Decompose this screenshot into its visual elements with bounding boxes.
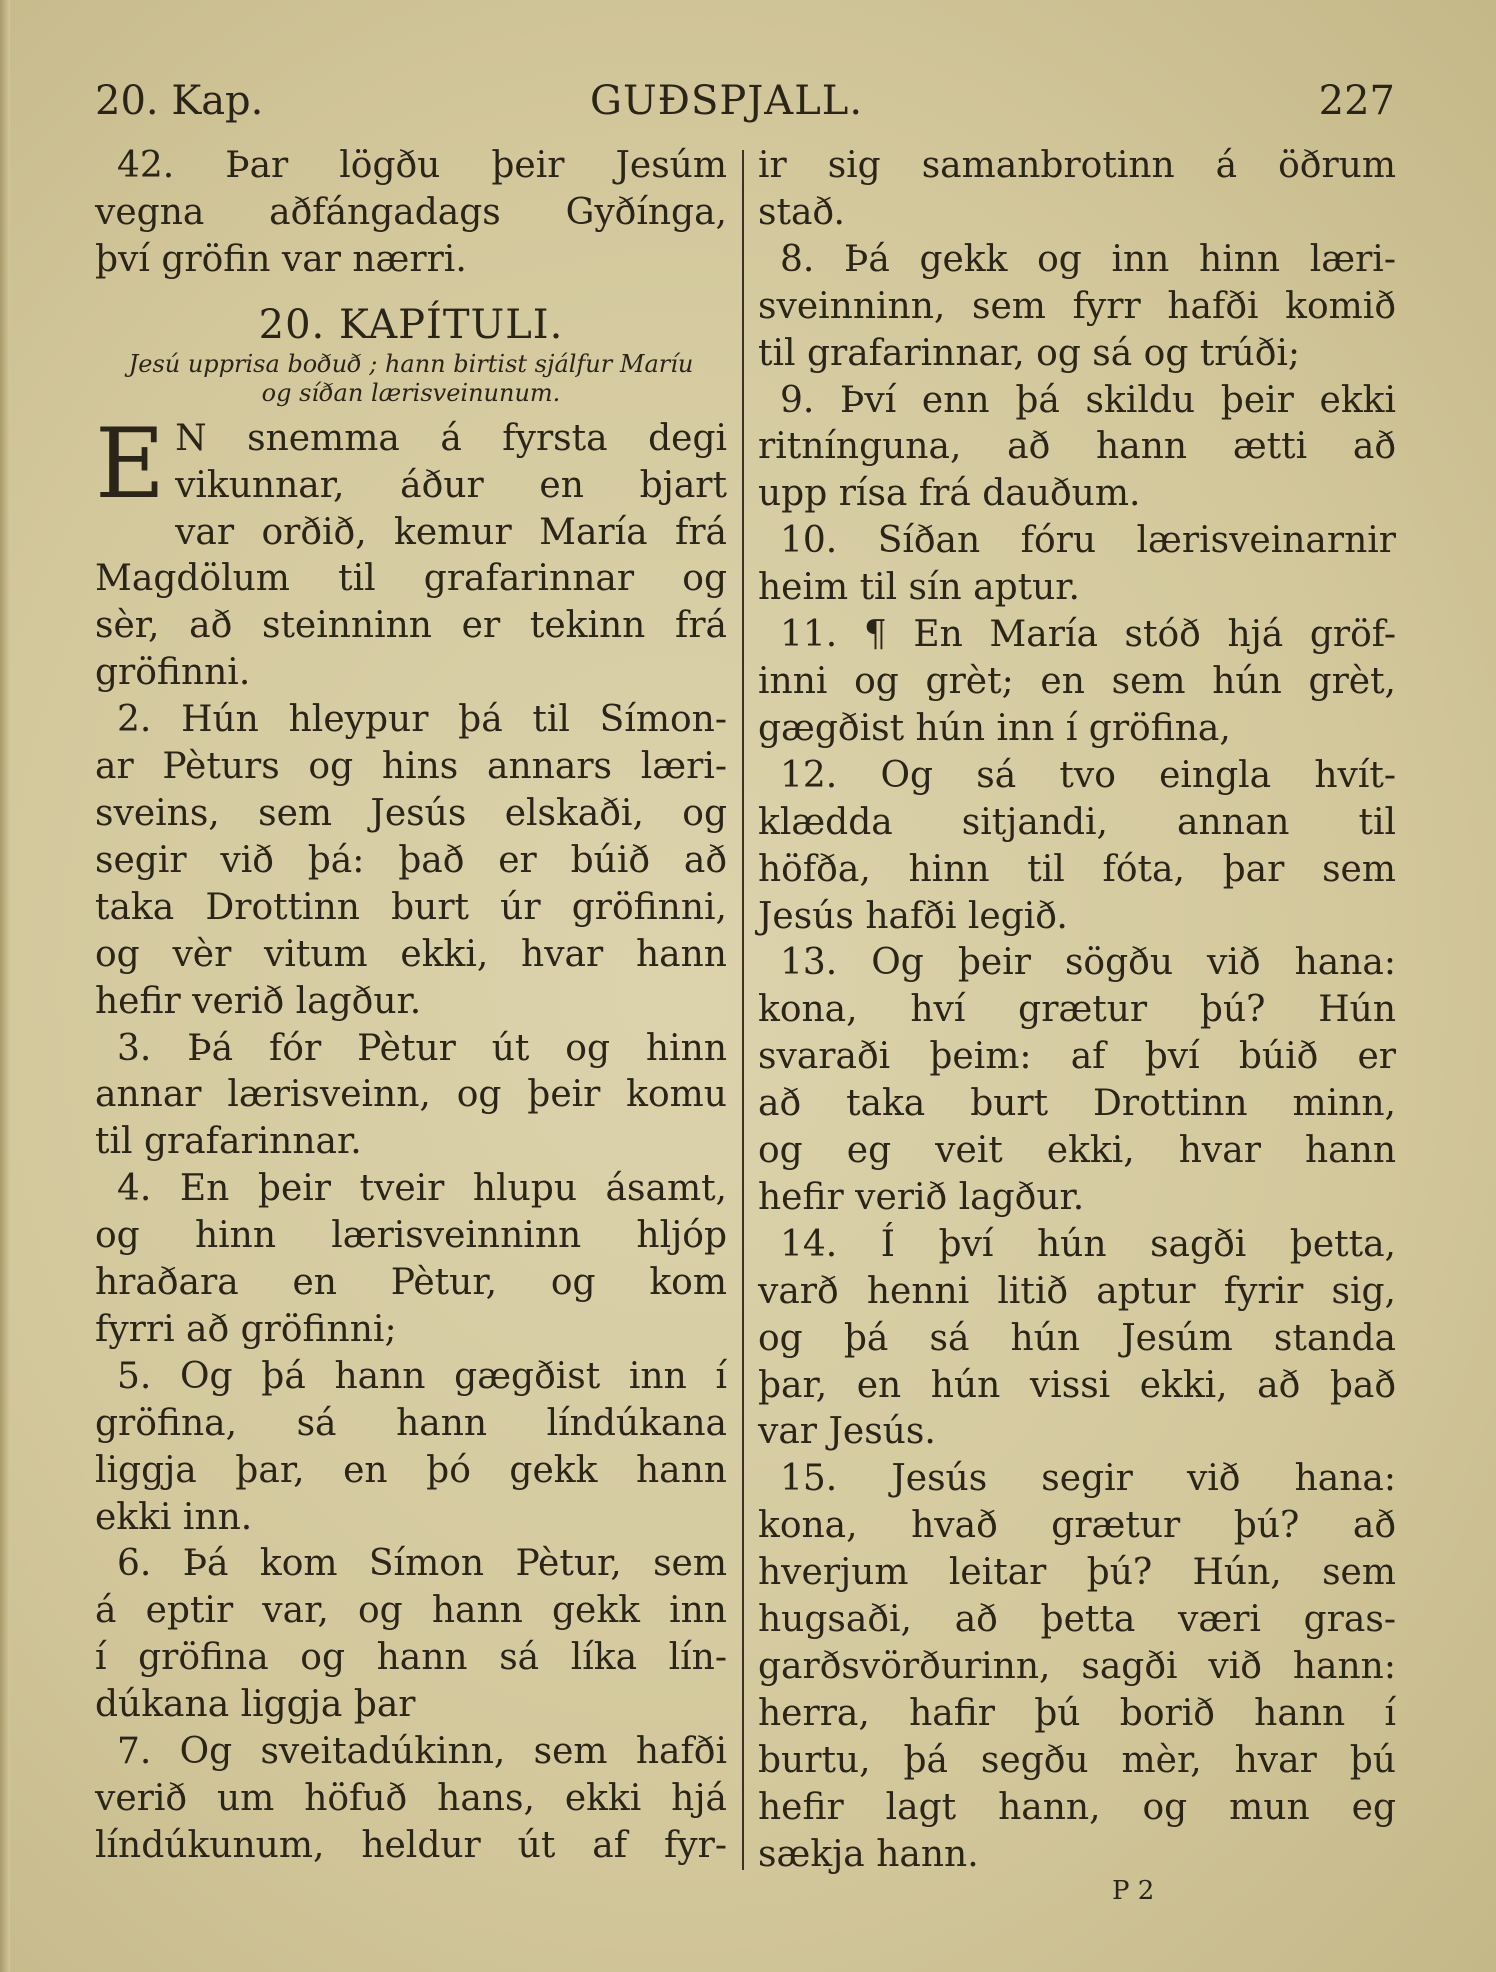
verse-4 <box>95 1166 727 1354</box>
column-divider <box>742 150 744 1870</box>
verse-5 <box>95 1354 727 1542</box>
text-line: og eg veit ekki, hvar hann <box>758 1130 1396 1172</box>
text-line: á eptir var, og hann gekk inn <box>95 1590 727 1632</box>
text-line: var orðið, kemur María frá <box>175 511 727 553</box>
text-line: vikunnar, áður en bjart <box>175 464 727 506</box>
text-line: Jesús hafði legið. <box>758 895 1068 937</box>
text-line: að taka burt Drottinn minn, <box>758 1083 1396 1125</box>
text-line: verið um höfuð hans, ekki hjá <box>95 1778 727 1819</box>
text-line: 10. Síðan fóru lærisveinarnir <box>780 520 1396 562</box>
text-line: upp rísa frá dauðum. <box>758 473 1141 515</box>
signature-mark: P 2 <box>1112 1876 1155 1906</box>
text-line: ritnínguna, að hann ætti að <box>758 426 1396 468</box>
verse-14 <box>758 1222 1396 1457</box>
left-column <box>95 143 727 1870</box>
text-line: var Jesús. <box>758 1411 936 1453</box>
text-line: ekki inn. <box>95 1496 253 1538</box>
text-line: sækja hann. <box>758 1833 979 1875</box>
text-line: þar, en hún vissi ekki, að það <box>758 1364 1396 1406</box>
text-line: hefir verið lagður. <box>758 1176 1085 1218</box>
text-line: 42. Þar lögðu þeir Jesúm <box>117 145 727 186</box>
text-line: inni og grèt; en sem hún grèt, <box>758 660 1396 702</box>
text-line: 4. En þeir tveir hlupu ásamt, <box>117 1168 727 1210</box>
verse-9 <box>758 378 1396 519</box>
text-line: í gröfina og hann sá líka lín- <box>95 1637 727 1679</box>
verse-7-continued <box>758 143 1396 237</box>
text-line: annar lærisveinn, og þeir komu <box>95 1074 727 1116</box>
text-line: 15. Jesús segir við hana: <box>780 1458 1396 1500</box>
text-line: til grafarinnar, og sá og trúði; <box>758 332 1301 374</box>
text-line: 14. Í því hún sagði þetta, <box>780 1223 1396 1265</box>
text-line: svaraði þeim: af því búið er <box>758 1036 1396 1078</box>
text-line: 7. Og sveitadúkinn, sem hafði <box>117 1731 727 1773</box>
verse-13 <box>758 940 1396 1221</box>
text-line: 8. Þá gekk og inn hinn læri- <box>780 238 1396 280</box>
text-line: stað. <box>758 191 845 233</box>
text-line: ar Pèturs og hins annars læri- <box>95 746 727 788</box>
verse-42 <box>95 143 727 284</box>
text-line: liggja þar, en þó gekk hann <box>95 1449 727 1491</box>
text-line: höfða, hinn til fóta, þar sem <box>758 848 1396 890</box>
verse-7 <box>95 1729 727 1870</box>
verse-1-lines <box>95 407 727 697</box>
text-line: dúkana liggja þar <box>95 1684 416 1726</box>
text-line: og þá sá hún Jesúm standa <box>758 1317 1396 1359</box>
text-line: hefir verið lagður. <box>95 980 422 1022</box>
summary-line: Jesú upprisa boðuð ; hann birtist sjálfur Maríu <box>128 349 694 378</box>
text-line: og hinn lærisveinninn hljóp <box>95 1215 727 1257</box>
text-line: hugsaði, að þetta væri gras- <box>758 1599 1396 1641</box>
text-line: garðsvörðurinn, sagði við hann: <box>758 1646 1396 1687</box>
running-header <box>95 78 1395 128</box>
text-line: líndúkunum, heldur út af fyr- <box>95 1824 727 1866</box>
drop-cap: E <box>95 407 166 520</box>
text-line: kona, hví grætur þú? Hún <box>758 989 1396 1031</box>
chapter-ref: 20. Kap. <box>95 78 264 124</box>
text-line: ir sig samanbrotinn á öðrum <box>758 145 1396 186</box>
text-line: því gröfin var nærri. <box>95 238 467 280</box>
text-line: taka Drottinn burt úr gröfinni, <box>95 886 727 928</box>
text-line: hefir lagt hann, og mun eg <box>758 1786 1396 1828</box>
text-line: 2. Hún hleypur þá til Símon- <box>117 699 727 741</box>
verse-1 <box>95 407 727 697</box>
verse-2 <box>95 697 727 1025</box>
text-line: 12. Og sá tvo eingla hvít- <box>780 754 1396 796</box>
verse-12 <box>758 753 1396 941</box>
text-line: 3. Þá fór Pètur út og hinn <box>117 1027 727 1069</box>
text-line: vegna aðfángadags Gyðínga, <box>95 191 727 233</box>
text-line: gægðist hún inn í gröfina, <box>758 707 1231 749</box>
text-line: segir við þá: það er búið að <box>95 839 727 881</box>
text-line: sèr, að steinninn er tekinn frá <box>95 605 727 647</box>
text-line: 13. Og þeir sögðu við hana: <box>780 942 1396 984</box>
text-line: gröfina, sá hann líndúkana <box>95 1402 727 1444</box>
text-line: hraðara en Pètur, og kom <box>95 1262 727 1304</box>
verse-10 <box>758 518 1396 612</box>
text-line: fyrri að gröfinni; <box>95 1308 397 1350</box>
text-line: 6. Þá kom Símon Pètur, sem <box>117 1543 727 1585</box>
verse-6 <box>95 1541 727 1729</box>
text-line: til grafarinnar. <box>95 1121 362 1163</box>
text-line: klædda sitjandi, annan til <box>758 801 1396 843</box>
page-edge <box>0 0 10 1972</box>
text-line: N snemma á fyrsta degi <box>175 417 727 459</box>
text-line: 11. ¶ En María stóð hjá gröf- <box>780 614 1396 656</box>
chapter-summary <box>95 350 727 408</box>
page-number: 227 <box>1318 78 1395 124</box>
summary-line: og síðan lærisveinunum. <box>261 378 561 407</box>
text-line: herra, hafir þú borið hann í <box>758 1692 1396 1734</box>
verse-8 <box>758 237 1396 378</box>
verse-15 <box>758 1456 1396 1878</box>
text-line: kona, hvað grætur þú? að <box>758 1505 1396 1547</box>
verse-11 <box>758 612 1396 753</box>
book-title: GUÐSPJALL. <box>590 78 864 124</box>
text-line: varð henni litið aptur fyrir sig, <box>758 1270 1396 1312</box>
right-column <box>758 143 1396 1879</box>
text-line: gröfinni. <box>95 652 251 694</box>
verse-3 <box>95 1026 727 1167</box>
chapter-heading: 20. KAPÍTULI. <box>258 301 564 348</box>
text-line: Magdölum til grafarinnar og <box>95 558 727 600</box>
text-line: 9. Því enn þá skildu þeir ekki <box>780 379 1396 421</box>
text-line: sveins, sem Jesús elskaði, og <box>95 792 727 834</box>
text-line: og vèr vitum ekki, hvar hann <box>95 933 727 975</box>
text-line: burtu, þá segðu mèr, hvar þú <box>758 1739 1396 1781</box>
text-line: sveinninn, sem fyrr hafði komið <box>758 285 1396 327</box>
text-line: hverjum leitar þú? Hún, sem <box>758 1552 1396 1594</box>
text-line: heim til sín aptur. <box>758 567 1080 609</box>
text-line: 5. Og þá hann gægðist inn í <box>117 1355 727 1397</box>
